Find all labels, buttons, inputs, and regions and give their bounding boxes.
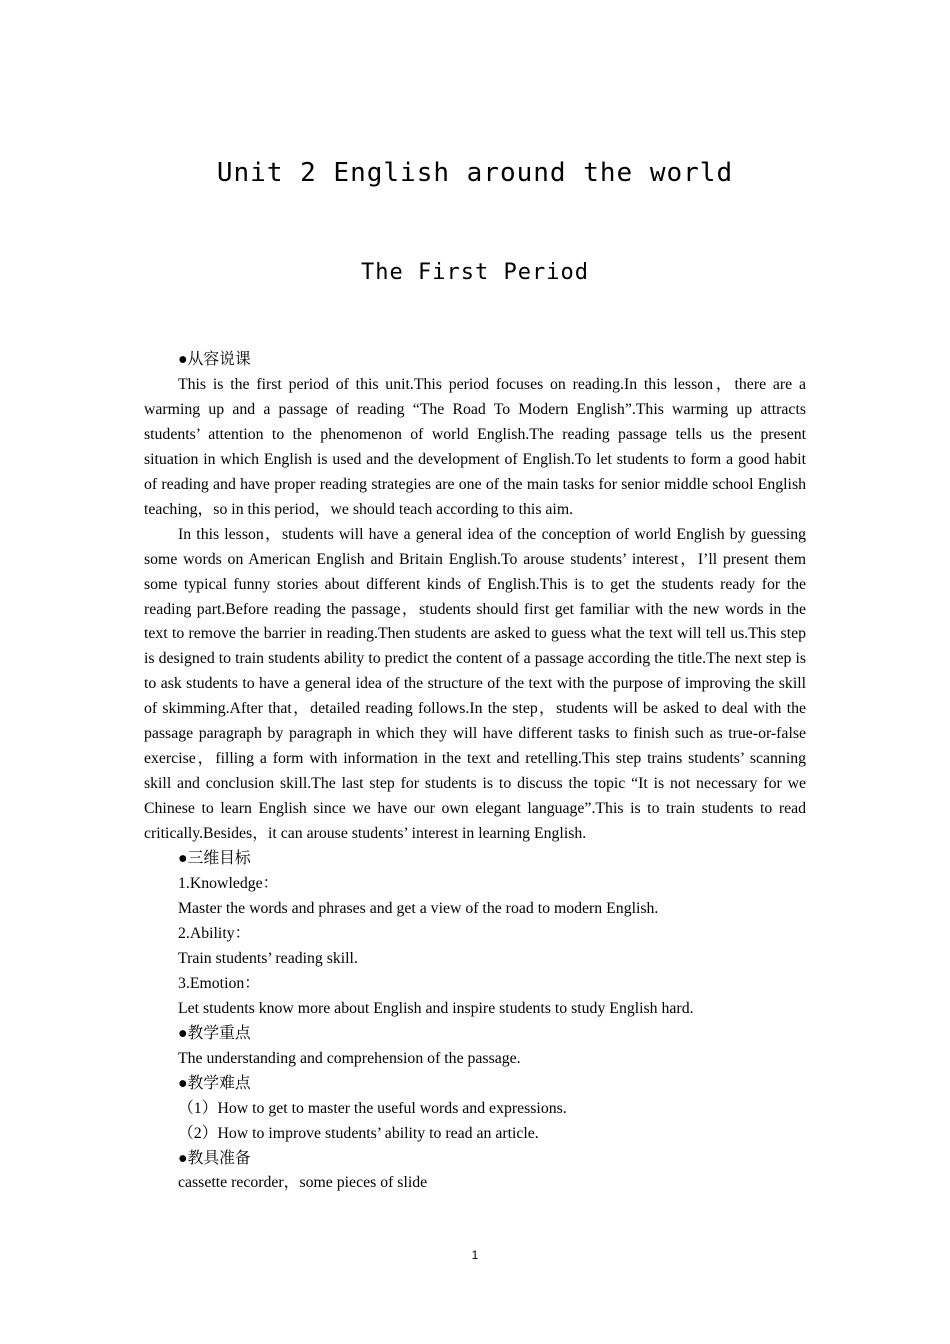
- intro-paragraph-2: In this lesson，students will have a general idea of the conception of world English by guessing some words on American English and Britain English.To arouse students’ interest，I’ll present them some typical funny stories about different kinds of English.This is to get the students ready for the reading part.Before reading the passage，students should first get familiar with the new words in the text to remove the barrier in reading.Then students are asked to guess what the text will tell us.This step is designed to train students ability to predict the content of a passage according the title.The next step is to ask students to have a general idea of the structure of the text with the purpose of improving the skill of skimming.After that，detailed reading follows.In the step，students will be asked to deal with the passage paragraph by paragraph in which they will have different tasks to finish such as true-or-false exercise，filling a form with information in the text and retelling.This step trains students’ scanning skill and conclusion skill.The last step for students is to discuss the topic “It is not necessary for we Chinese to learn English since we have our own elegant language”.This is to train students to read critically.Besides，it can arouse students’ interest in learning English.: [144, 525, 806, 843]
- objective-ability-label: 2.Ability：: [178, 924, 251, 942]
- objective-emotion-text: Let students know more about English and inspire students to study English hard.: [178, 999, 694, 1017]
- intro-paragraph-1: This is the first period of this unit.This period focuses on reading.In this lesson，there are a warming up and a passage of reading “The Road To Modern English”.This warming up attracts students’ attention to the phenomenon of world English.The reading passage tells us the present situation in which English is used and the development of English.To let students to form a good habit of reading and have proper reading strategies are one of the main tasks for senior middle school English teaching，so in this period，we should teach according to this aim.: [144, 375, 806, 518]
- objective-knowledge-text: Master the words and phrases and get a view of the road to modern English.: [178, 899, 659, 917]
- key-point-text: The understanding and comprehension of the passage.: [178, 1049, 521, 1067]
- section-heading-objectives: ●三维目标: [178, 850, 251, 868]
- section-heading-intro: ●从容说课: [178, 351, 251, 368]
- document-body: [144, 348, 806, 1196]
- page-number: 1: [471, 1248, 479, 1262]
- section-heading-key-points: ●教学重点: [178, 1024, 251, 1042]
- difficulty-item-1: （1）How to get to master the useful words and expressions.: [178, 1099, 567, 1117]
- objective-emotion-label: 3.Emotion：: [178, 974, 261, 992]
- document-subtitle: The First Period: [361, 260, 589, 285]
- difficulty-item-2: （2）How to improve students’ ability to read an article.: [178, 1124, 539, 1142]
- objective-knowledge-label: 1.Knowledge：: [178, 875, 279, 893]
- section-heading-aids: ●教具准备: [178, 1149, 251, 1167]
- teaching-aids-text: cassette recorder，some pieces of slide: [178, 1174, 428, 1192]
- section-heading-difficulties: ●教学难点: [178, 1074, 251, 1092]
- document-title: Unit 2 English around the world: [216, 158, 734, 188]
- objective-ability-text: Train students’ reading skill.: [178, 949, 358, 967]
